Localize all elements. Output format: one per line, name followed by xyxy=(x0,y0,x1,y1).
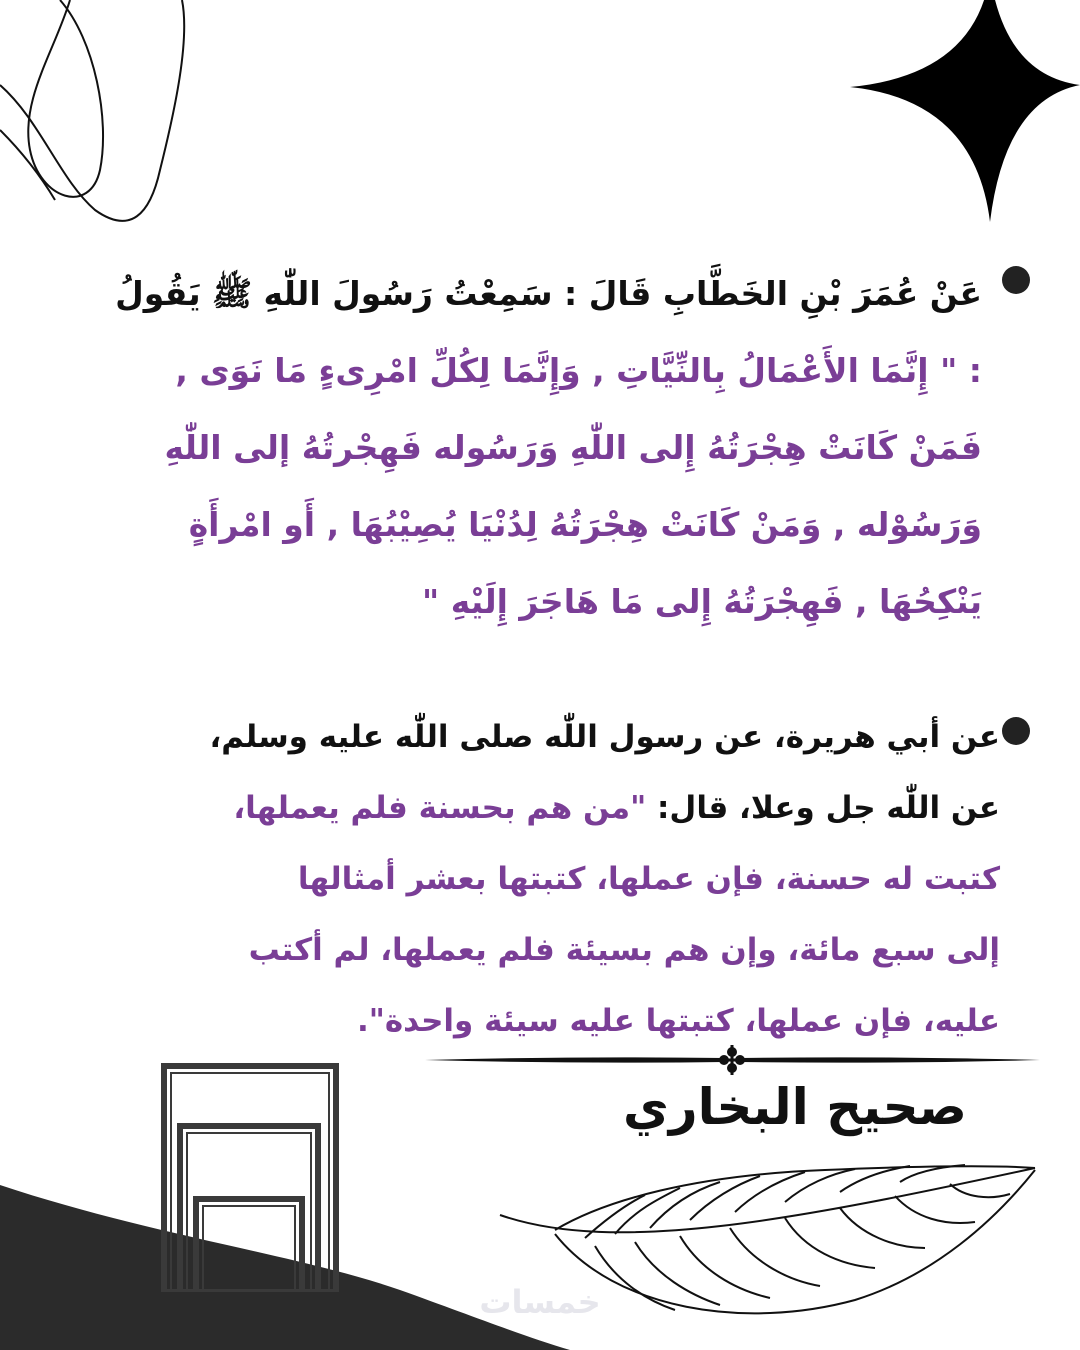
ornament-divider xyxy=(425,1043,1040,1077)
star-shape xyxy=(845,0,1080,225)
hadith-2-line-5: عليه، فإن عملها، كتبتها عليه سيئة واحدة". xyxy=(356,1003,1000,1039)
hadith-1-line-5: يَنْكِحُهَا , فَهِجْرَتُهُ إِلى مَا هَاجَرَ إِلَيْهِ " xyxy=(422,582,982,621)
hadith-2-line-2 xyxy=(190,773,1000,844)
hadith-2-line-2-intro: عن اللّٰه جل وعلا، قال: xyxy=(646,790,1000,826)
hadith-umar xyxy=(110,255,982,640)
nested-frames-decoration xyxy=(160,1062,340,1292)
bullet-icon xyxy=(1002,266,1030,294)
hadith-2-line-2-quote: "من هم بحسنة فلم يعملها، xyxy=(233,790,647,826)
hadith-1-line-2: : " إِنَّمَا الأَعْمَالُ بِالنِّيَّاتِ , وَإِنَّمَا لِكُلِّ امْرِىءٍ مَا نَوَى , xyxy=(175,351,982,390)
watermark: خمسات xyxy=(479,1283,601,1321)
hadith-1-line-3: فَمَنْ كَانَتْ هِجْرَتُهُ إِلى اللّٰهِ وَرَسُوله فَهِجْرتُهُ إلى اللّٰهِ xyxy=(164,428,982,467)
hadith-1-line-4: وَرَسُوْله , وَمَنْ كَانَتْ هِجْرَتُهُ لِدُنْيَا يُصِيْبُهَا , أَو امْرأَةٍ xyxy=(188,505,982,544)
hadith-abu-hurayra xyxy=(190,702,1000,1057)
hadith-2-line-4: إلى سبع مائة، وإن هم بسيئة فلم يعملها، لم أكتب xyxy=(248,932,1000,968)
hadith-2-line-1: عن أبي هريرة، عن رسول اللّٰه صلى اللّٰه عليه وسلم، xyxy=(209,719,1000,755)
decorative-swirl xyxy=(0,0,200,230)
hadith-2-line-3: كتبت له حسنة، فإن عملها، كتبتها بعشر أمثالها xyxy=(297,861,1000,897)
bullet-icon xyxy=(1002,717,1030,745)
hadith-1-line-1: عَنْ عُمَرَ بْنِ الخَطَّابِ قَالَ : سَمِعْتُ رَسُولَ اللّٰهِ ﷺ يَقُولُ xyxy=(115,274,982,313)
source-title: صحيح البخاري xyxy=(623,1078,967,1136)
